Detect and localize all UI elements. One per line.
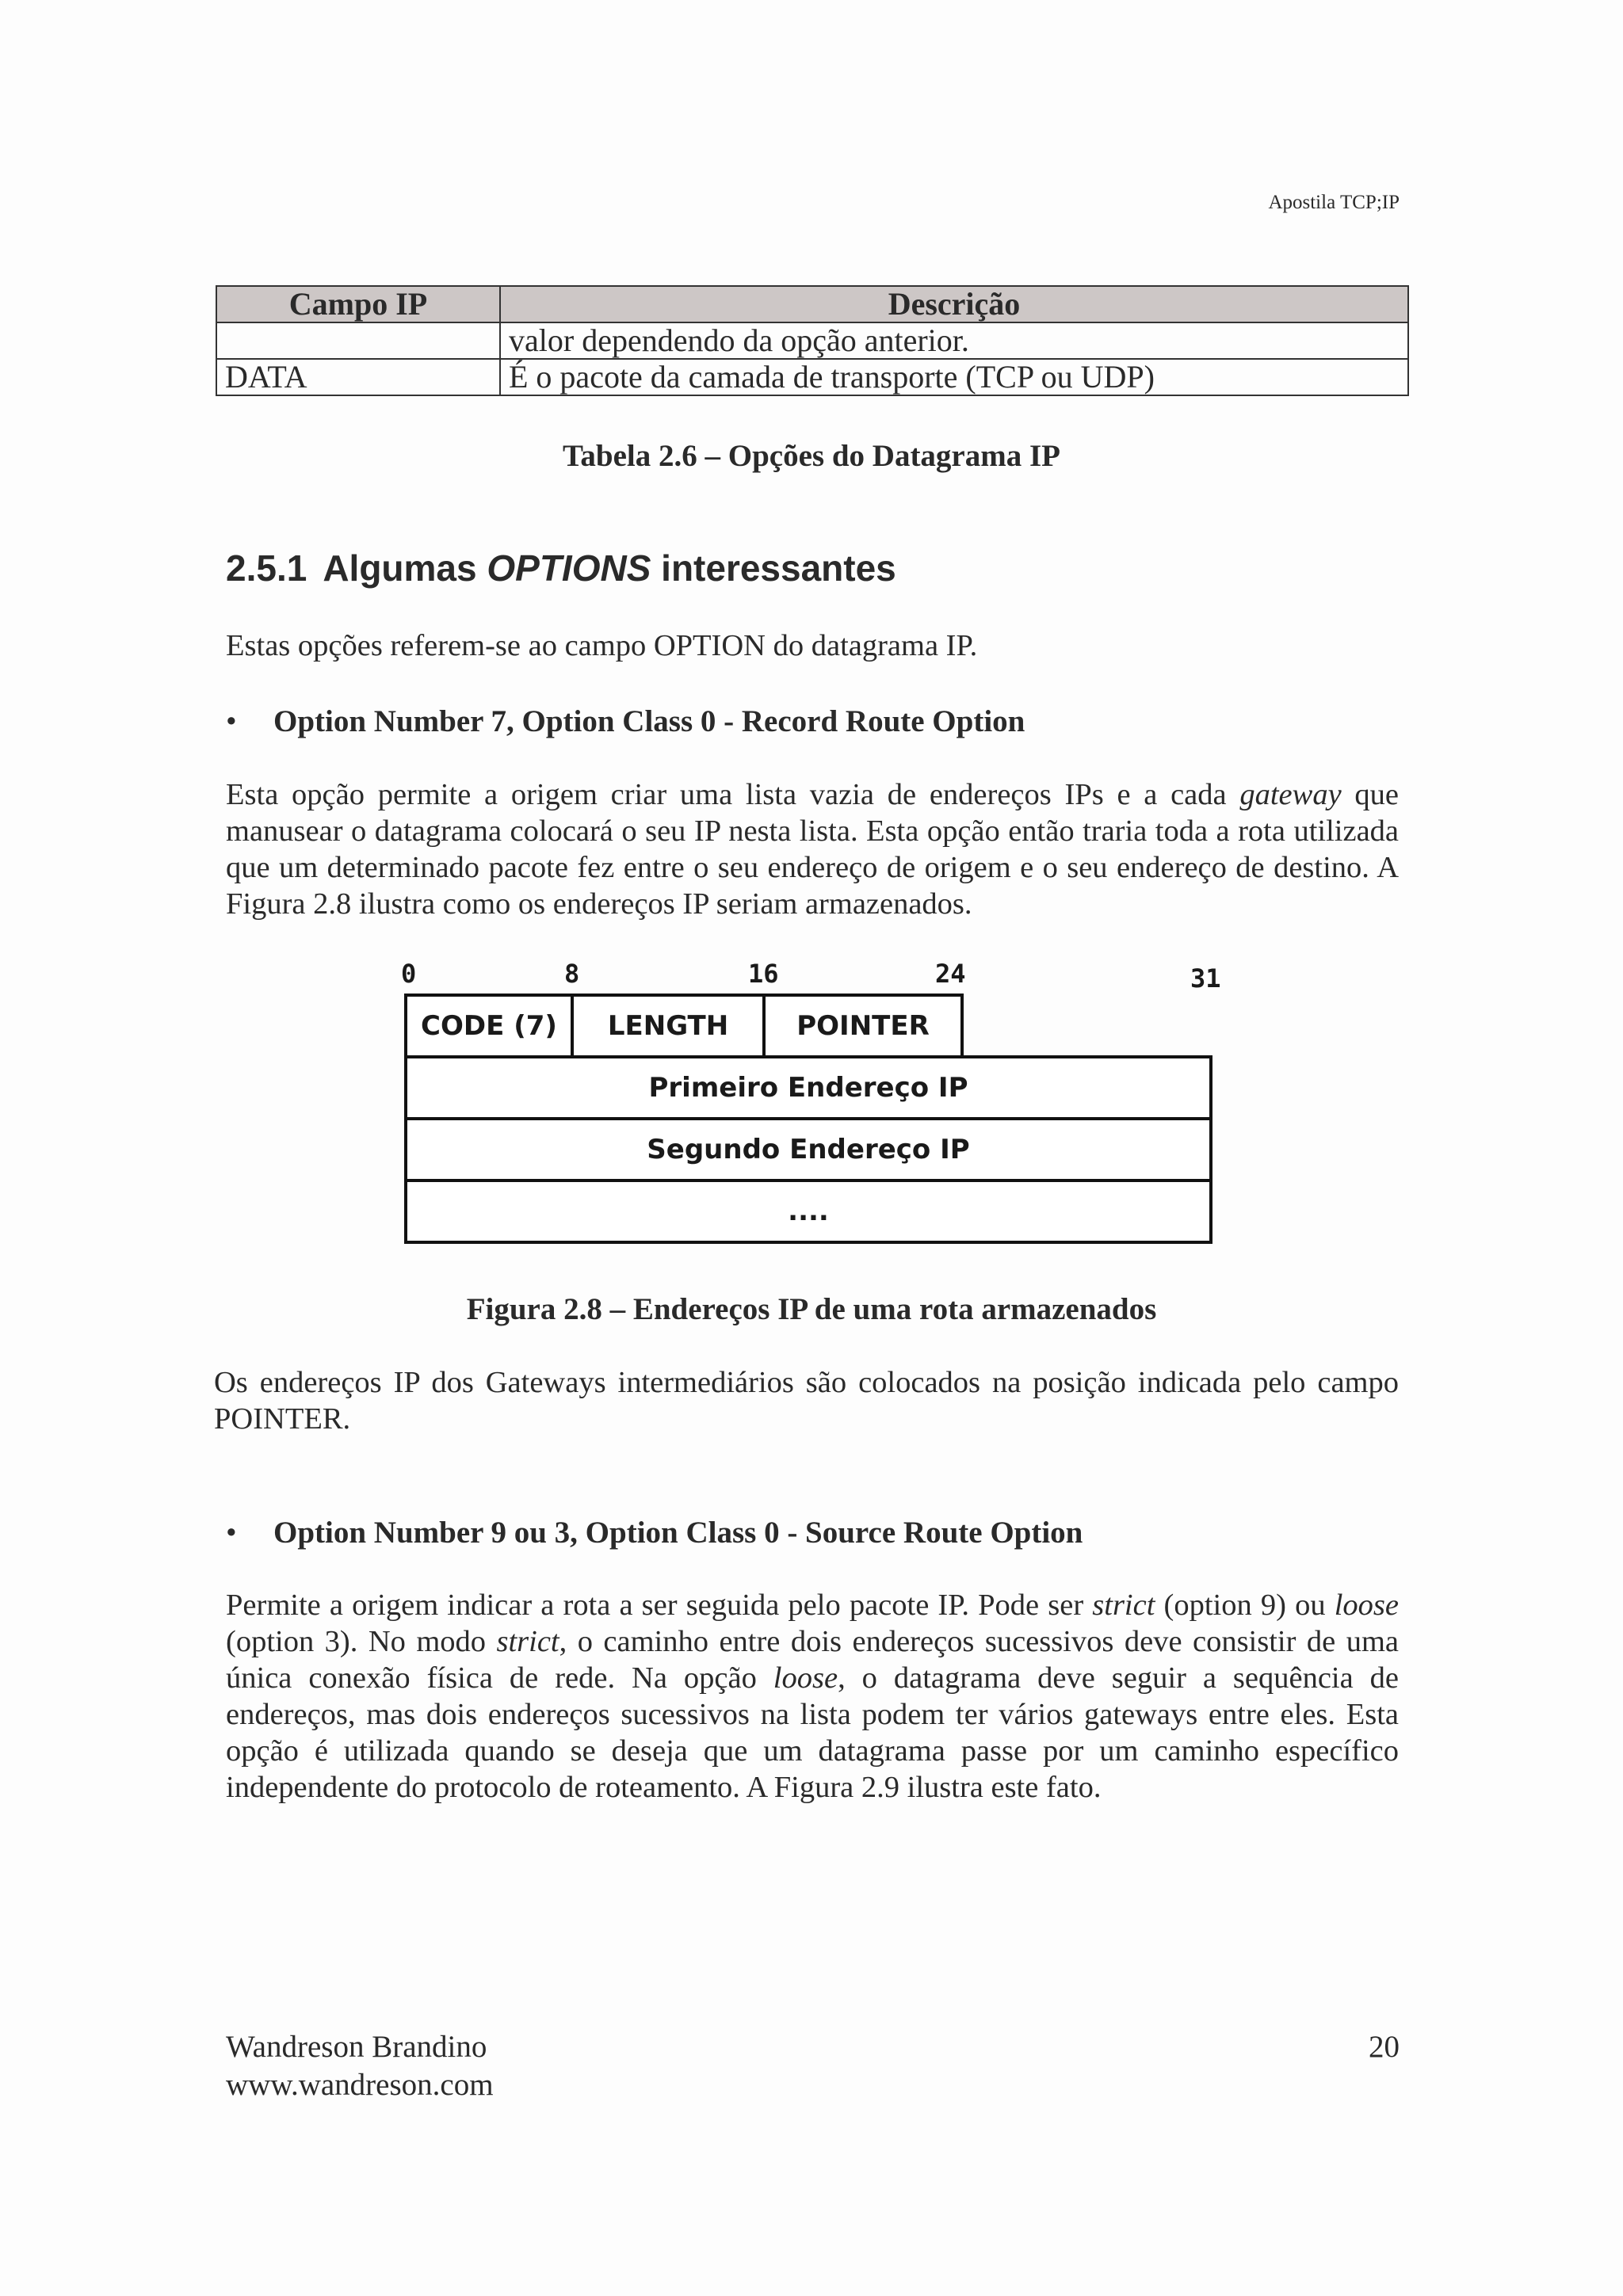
field-pointer: POINTER bbox=[762, 994, 964, 1058]
text-span: que manusear o datagrama colocará o seu IP nesta lista. Esta opção então traria toda a rota utilizada que um determinado pacote fez entre o seu endereço de origem e o seu endereço de destino. A Figura 2.8 ilustra como os endereços IP seriam armazenados. bbox=[226, 778, 1399, 921]
section-heading bbox=[226, 547, 896, 589]
section-number: 2.5.1 bbox=[226, 547, 307, 589]
figure-caption: Figura 2.8 – Endereços IP de uma rota armazenados bbox=[466, 1292, 1157, 1326]
table-header-descricao: Descrição bbox=[500, 286, 1408, 322]
bit-label-31: 31 bbox=[1190, 963, 1221, 994]
record-route-paragraph bbox=[226, 776, 1399, 922]
table-row bbox=[216, 322, 1408, 359]
table-row bbox=[216, 359, 1408, 395]
row-second-address: Segundo Endereço IP bbox=[404, 1117, 1212, 1182]
bullet-source-route bbox=[226, 1515, 1083, 1550]
text-span: (option 3). No modo bbox=[226, 1625, 497, 1658]
text-span: , o caminho entre dois endereços sucessivos deve consistir de uma única conexão física de rede. Na opção bbox=[226, 1625, 1399, 1695]
emphasis-loose: loose bbox=[1334, 1589, 1399, 1622]
pointer-note-paragraph: Os endereços IP dos Gateways intermediários são colocados na posição indicada pelo campo POINTER. bbox=[214, 1366, 1399, 1436]
text-span: Permite a origem indicar a rota a ser seguida pelo pacote IP. Pode ser bbox=[226, 1589, 1093, 1622]
section-title-before: Algumas bbox=[323, 547, 477, 589]
emphasis-strict: strict bbox=[1092, 1589, 1155, 1622]
table-cell-campo: DATA bbox=[216, 359, 500, 395]
bit-label-8: 8 bbox=[564, 959, 580, 989]
field-code: CODE (7) bbox=[404, 994, 574, 1058]
page-footer bbox=[226, 2028, 494, 2104]
table-cell-campo bbox=[216, 322, 500, 359]
bit-label-16: 16 bbox=[748, 959, 779, 989]
bullet-title: Option Number 7, Option Class 0 - Record Route Option bbox=[273, 704, 1025, 738]
field-length: LENGTH bbox=[571, 994, 766, 1058]
section-title-emphasis: OPTIONS bbox=[487, 547, 651, 589]
figure-record-route bbox=[396, 959, 1236, 1252]
table-cell-descricao: valor dependendo da opção anterior. bbox=[500, 322, 1408, 359]
bullet-dot: • bbox=[226, 1516, 237, 1550]
bit-label-0: 0 bbox=[401, 959, 417, 989]
page-number: 20 bbox=[1369, 2030, 1400, 2064]
row-first-address: Primeiro Endereço IP bbox=[404, 1055, 1212, 1120]
footer-author: Wandreson Brandino bbox=[226, 2030, 487, 2064]
table-cell-descricao: É o pacote da camada de transporte (TCP ou UDP) bbox=[500, 359, 1408, 395]
source-route-paragraph bbox=[226, 1587, 1399, 1806]
bullet-dot: • bbox=[226, 704, 237, 738]
emphasis-loose: loose bbox=[773, 1661, 838, 1695]
section-intro: Estas opções referem-se ao campo OPTION do datagrama IP. bbox=[226, 629, 978, 662]
ip-fields-table bbox=[216, 285, 1409, 396]
emphasis-gateway: gateway bbox=[1239, 778, 1342, 811]
table-caption: Tabela 2.6 – Opções do Datagrama IP bbox=[563, 439, 1060, 473]
section-title-after: interessantes bbox=[661, 547, 896, 589]
running-header: Apostila TCP;IP bbox=[1268, 192, 1400, 213]
bullet-title: Option Number 9 ou 3, Option Class 0 - Source Route Option bbox=[273, 1516, 1083, 1550]
table-header-row bbox=[216, 286, 1408, 322]
text-span: (option 9) ou bbox=[1155, 1589, 1335, 1622]
text-span: Esta opção permite a origem criar uma lista vazia de endereços IPs e a cada bbox=[226, 778, 1240, 811]
row-ellipsis: .... bbox=[404, 1179, 1212, 1244]
text-span: , o datagrama deve seguir a sequência de endereços, mas dois endereços sucessivos na lista podem ter vários gateways entre eles. Esta opção é utilizada quando se deseja que um datagrama passe por um caminho específico independente do protocolo de roteamento. A Figura 2.9 ilustra este fato. bbox=[226, 1661, 1399, 1804]
bullet-record-route bbox=[226, 704, 1025, 739]
bit-label-24: 24 bbox=[935, 959, 966, 989]
emphasis-strict: strict bbox=[496, 1625, 559, 1658]
table-header-campo: Campo IP bbox=[216, 286, 500, 322]
footer-website: www.wandreson.com bbox=[226, 2068, 494, 2102]
